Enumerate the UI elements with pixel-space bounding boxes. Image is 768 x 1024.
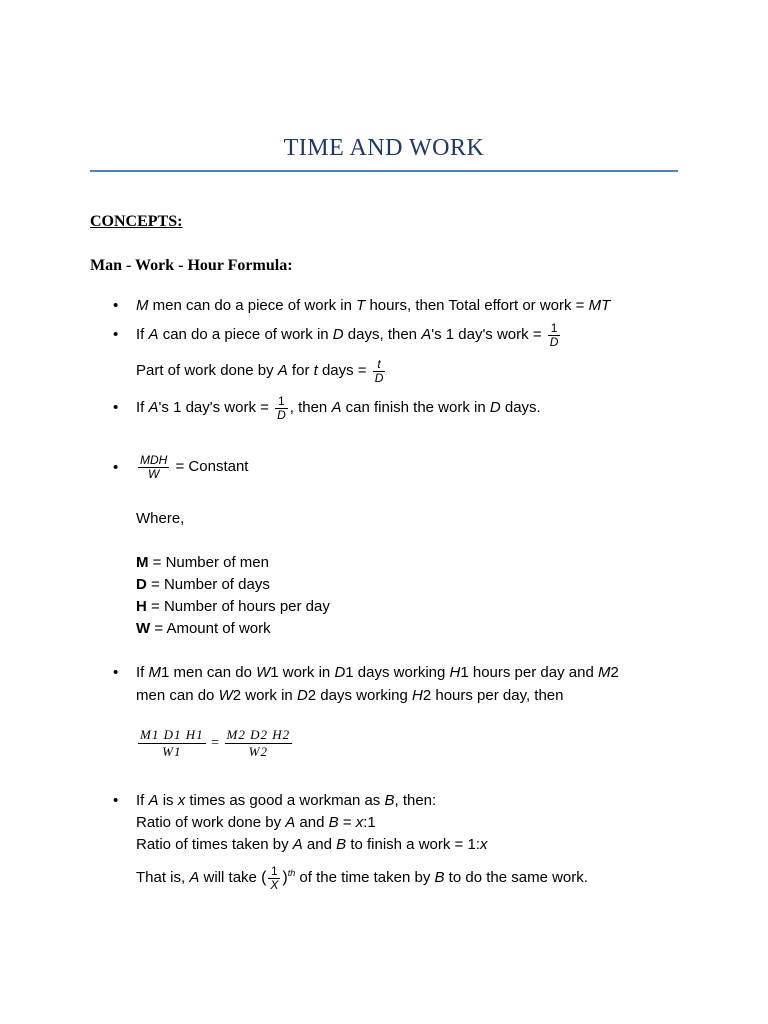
text: If: [136, 792, 149, 809]
bullet-6-line-3: [136, 836, 487, 854]
var: A: [421, 326, 432, 343]
fraction: [138, 454, 169, 481]
text: will take: [199, 869, 262, 886]
symbol: H: [136, 598, 147, 615]
bullet-4-marker: •: [113, 459, 119, 476]
equation-left-fraction: [138, 727, 206, 760]
fraction: [268, 865, 280, 892]
frac-den: D: [549, 334, 559, 349]
frac-num: 1: [278, 393, 285, 408]
var: A: [148, 326, 159, 343]
bullet-4-text: [136, 450, 248, 484]
text: = Number of men: [148, 554, 269, 571]
bullet-6-line-2: [136, 814, 376, 832]
frac-den: D: [277, 407, 286, 422]
var: T: [356, 297, 366, 314]
text: = Amount of work: [150, 620, 271, 637]
var: M: [136, 297, 149, 314]
frac-den: W: [138, 467, 169, 481]
bullet-1-marker: •: [113, 297, 119, 314]
bullet-3-text: [136, 391, 541, 425]
frac-num: M2 D2 H2: [226, 727, 291, 742]
var: x: [177, 792, 186, 809]
var: B: [434, 869, 445, 886]
var: x: [355, 814, 364, 831]
title-underline: [90, 170, 678, 172]
open-paren: (: [261, 869, 267, 887]
text: = Constant: [171, 458, 249, 475]
text: for: [287, 362, 314, 379]
var: A: [277, 362, 288, 379]
frac-den: W2: [225, 743, 293, 760]
var: A: [292, 836, 303, 853]
text: 1 work in: [270, 664, 335, 681]
text: can finish the work in: [341, 399, 490, 416]
symbol: W: [136, 620, 151, 637]
text: :1: [363, 814, 376, 831]
work-equation: [136, 727, 294, 760]
text: and: [302, 836, 337, 853]
bullet-6-marker: •: [113, 792, 119, 809]
def-men: [136, 554, 269, 572]
def-hours: [136, 598, 330, 616]
text: = Number of hours per day: [146, 598, 330, 615]
var: MT: [588, 297, 611, 314]
text: is: [158, 792, 178, 809]
var: D: [296, 687, 308, 704]
def-work: [136, 620, 271, 638]
equation-right-fraction: [225, 727, 293, 760]
ordinal-suffix: th: [287, 868, 296, 878]
var: x: [479, 836, 488, 853]
text: to finish a work = 1:: [346, 836, 480, 853]
bullet-2-text: [136, 318, 562, 352]
var: t: [313, 362, 318, 379]
bullet-3-marker: •: [113, 399, 119, 416]
text: Part of work done by: [136, 362, 278, 379]
frac-num: t: [377, 356, 381, 371]
text: 2 days working: [307, 687, 412, 704]
frac-num: MDH: [140, 452, 168, 467]
var: A: [331, 399, 342, 416]
bullet-6-line-1: [136, 792, 436, 810]
formula-heading: Man - Work - Hour Formula:: [90, 257, 293, 274]
frac-den: X: [270, 877, 279, 892]
frac-num: M1 D1 H1: [140, 727, 204, 742]
text: 's 1 day's work =: [158, 399, 274, 416]
symbol: M: [136, 554, 149, 571]
page-title: TIME AND WORK: [283, 135, 485, 161]
text: and: [295, 814, 329, 831]
text: , then:: [394, 792, 437, 809]
text: 2 hours per day, then: [422, 687, 564, 704]
text: That is,: [136, 869, 190, 886]
text: days.: [500, 399, 541, 416]
text: 2: [610, 664, 619, 681]
bullet-1-text: [136, 297, 610, 315]
var: M: [148, 664, 162, 681]
text: men can do a piece of work in: [148, 297, 357, 314]
bullet-2-marker: •: [113, 326, 119, 343]
fraction: [275, 395, 288, 422]
text: times as good a workman as: [185, 792, 385, 809]
var: A: [285, 814, 296, 831]
text: days, then: [343, 326, 422, 343]
text: hours, then Total effort or work =: [365, 297, 589, 314]
var: D: [332, 326, 344, 343]
frac-den: W1: [138, 743, 206, 760]
var: B: [328, 814, 339, 831]
where-label: Where,: [136, 510, 185, 527]
fraction: [373, 358, 386, 385]
text: 2 work in: [232, 687, 297, 704]
frac-den: D: [374, 370, 384, 385]
text: 1 days working: [345, 664, 450, 681]
text: of the time taken by: [295, 869, 435, 886]
var: M: [597, 664, 611, 681]
text: Ratio of work done by: [136, 814, 286, 831]
text: =: [338, 814, 356, 831]
var: W: [218, 687, 233, 704]
frac-num: 1: [271, 863, 278, 878]
text: If: [136, 399, 149, 416]
var: H: [449, 664, 461, 681]
var: A: [189, 869, 200, 886]
close-paren: ): [282, 869, 288, 887]
var: B: [384, 792, 395, 809]
var: D: [489, 399, 501, 416]
var: H: [412, 687, 423, 704]
text: can do a piece of work in: [158, 326, 333, 343]
bullet-5-marker: •: [113, 664, 119, 681]
text: men can do: [136, 687, 219, 704]
var: A: [148, 399, 159, 416]
equals-sign: =: [207, 735, 223, 751]
text: 1 hours per day and: [460, 664, 598, 681]
bullet-6-line-4: [136, 856, 588, 895]
text: 1 men can do: [161, 664, 257, 681]
text: If: [136, 664, 149, 681]
frac-num: 1: [550, 320, 558, 335]
def-days: [136, 576, 270, 594]
bullet-5-line-2: [136, 687, 564, 705]
bullet-2-subline: [136, 354, 387, 388]
var: W: [256, 664, 271, 681]
text: days =: [317, 362, 371, 379]
text: = Number of days: [146, 576, 270, 593]
symbol: D: [136, 576, 147, 593]
text: If: [136, 326, 149, 343]
var: A: [148, 792, 159, 809]
var: D: [334, 664, 346, 681]
concepts-heading: CONCEPTS:: [90, 213, 183, 230]
text: Ratio of times taken by: [136, 836, 293, 853]
text: , then: [289, 399, 332, 416]
var: B: [336, 836, 347, 853]
text: to do the same work.: [444, 869, 588, 886]
bullet-5-line-1: [136, 664, 619, 682]
text: 's 1 day's work =: [431, 326, 546, 343]
fraction: [548, 322, 561, 349]
